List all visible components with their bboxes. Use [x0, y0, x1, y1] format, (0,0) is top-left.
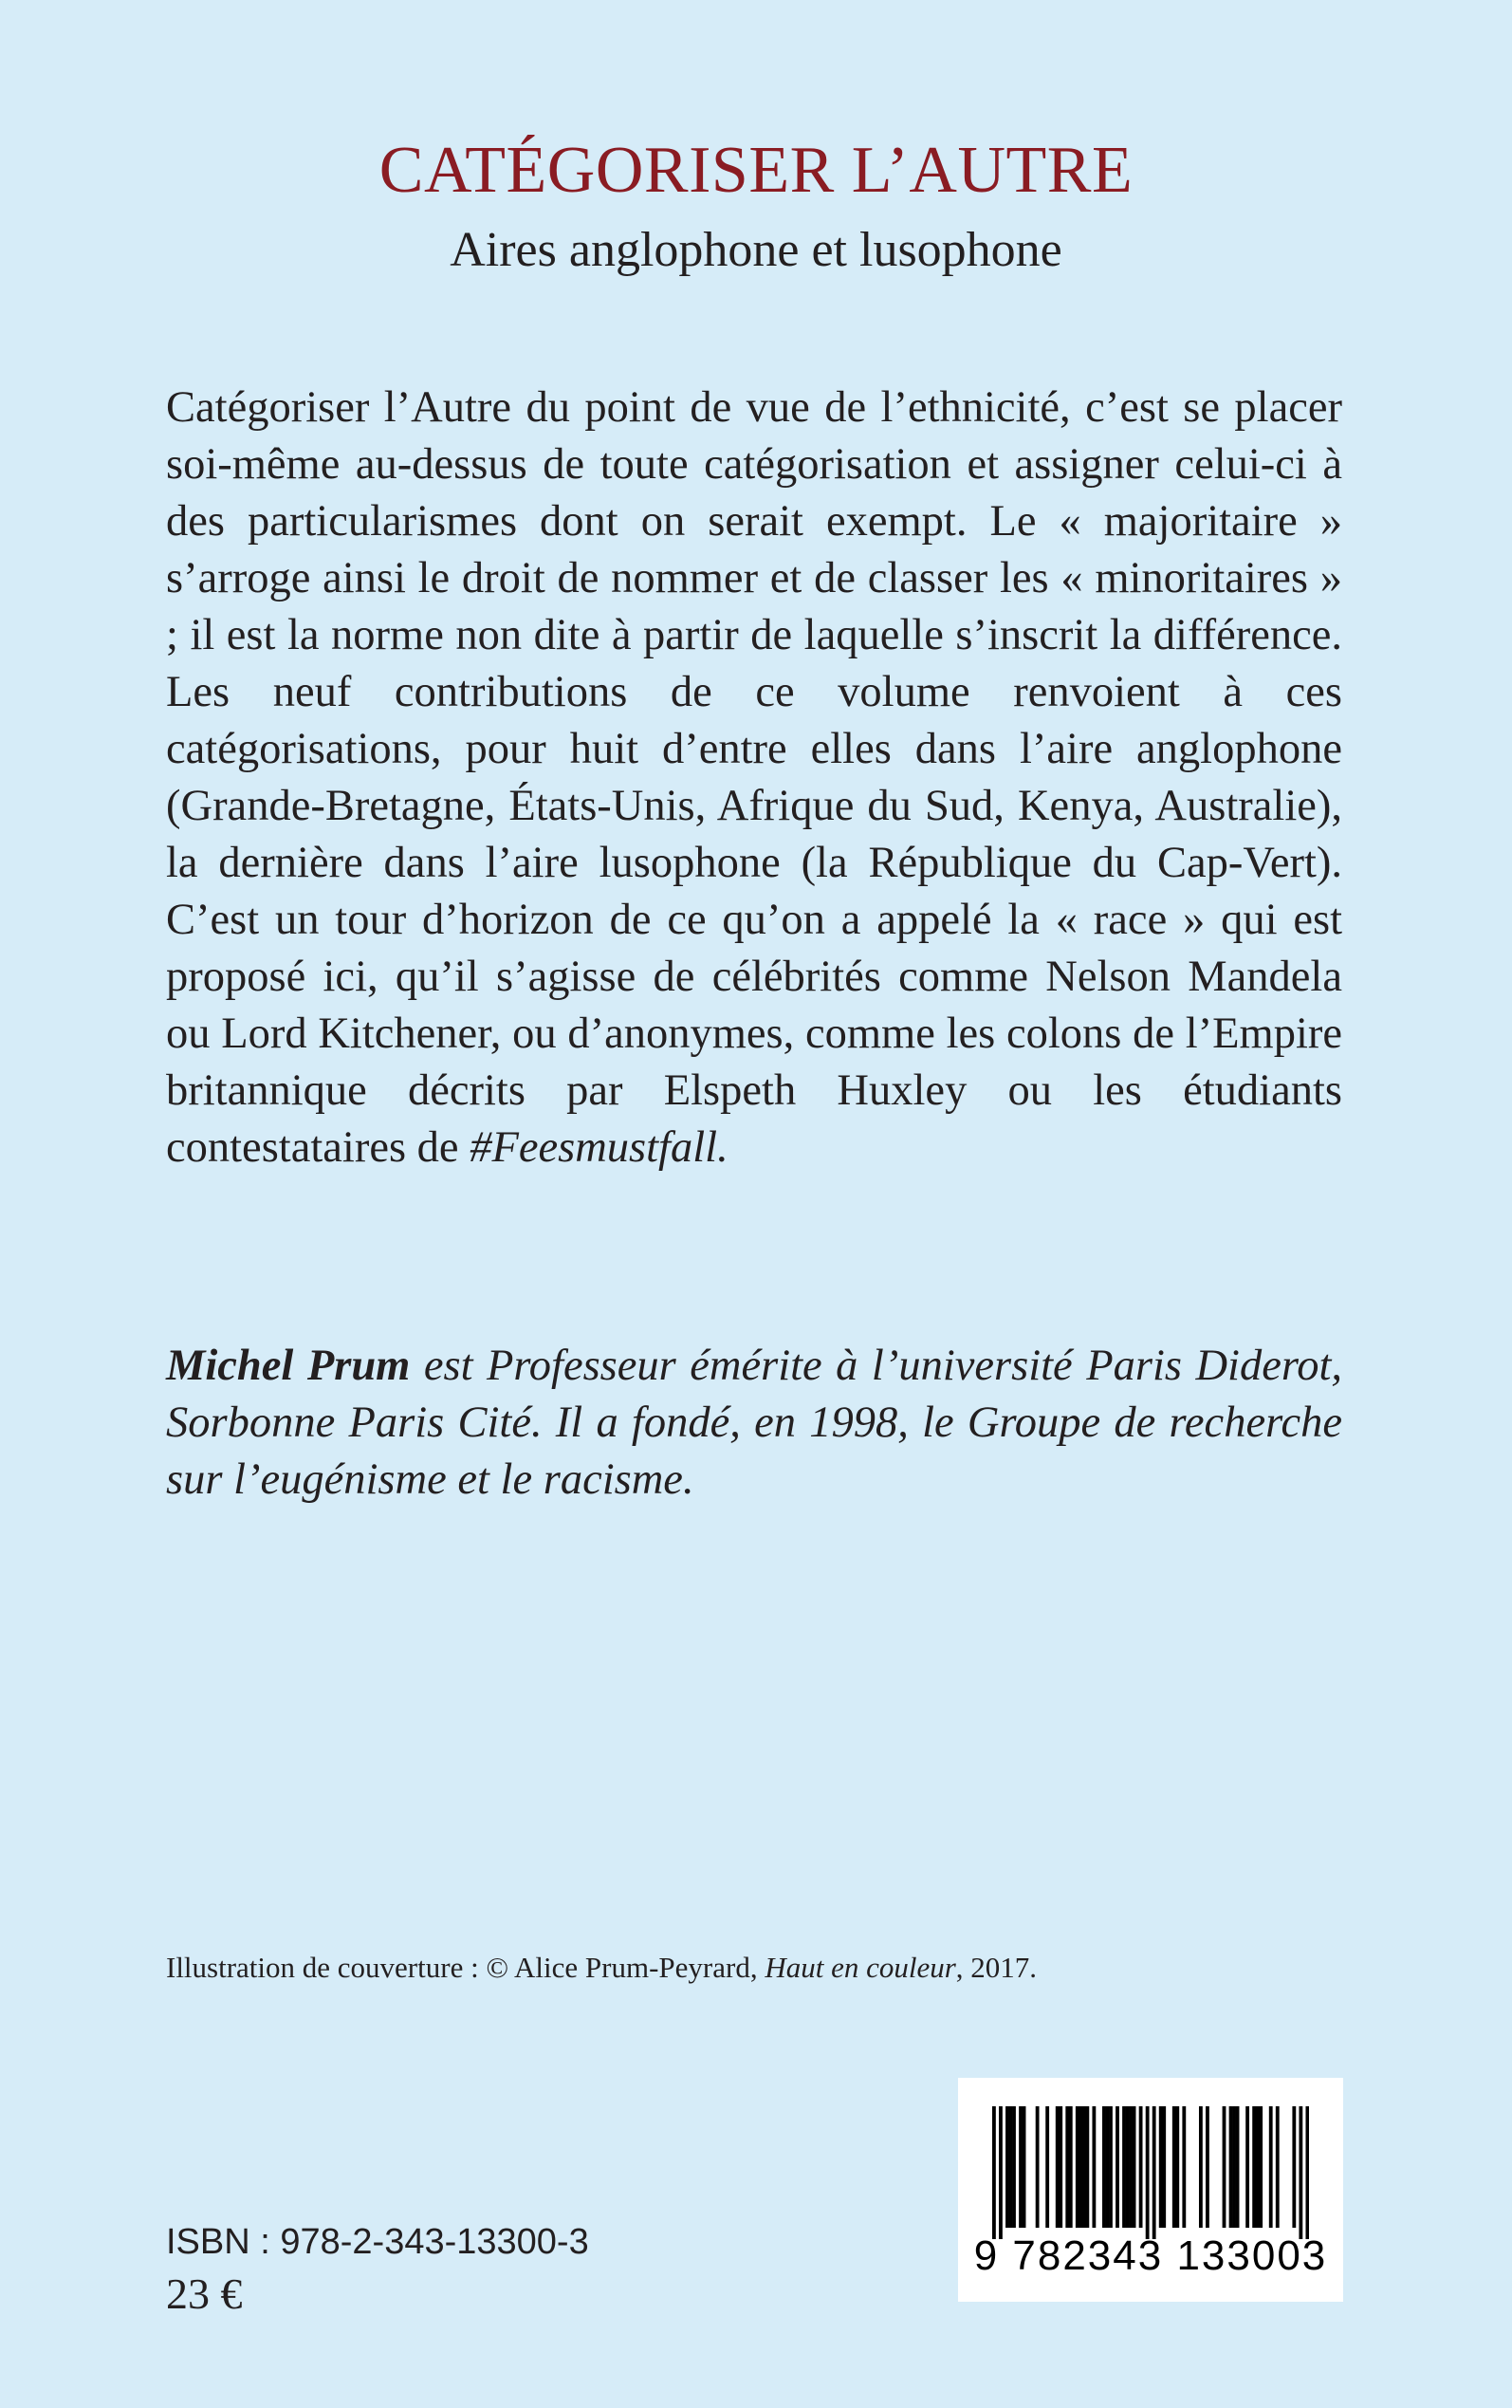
barcode-bar [1056, 2106, 1060, 2228]
author-bio [166, 1338, 1342, 1509]
barcode-bar [1159, 2106, 1163, 2228]
barcode-bar [1122, 2106, 1126, 2228]
barcode-bar [1256, 2106, 1260, 2228]
barcode-bar [1109, 2106, 1113, 2228]
barcode-bar [1012, 2106, 1016, 2228]
barcode-bar [1129, 2106, 1133, 2228]
barcode-bar [1162, 2106, 1166, 2228]
barcode-bar [1292, 2106, 1296, 2228]
barcode-bars [992, 2106, 1309, 2239]
barcode-bar [1079, 2106, 1082, 2228]
barcode-digits: 9 782343 133003 [973, 2232, 1328, 2279]
barcode-bar [1045, 2106, 1049, 2228]
barcode-bar [1106, 2106, 1110, 2228]
barcode-bar [1229, 2106, 1233, 2228]
barcode-bar [1146, 2106, 1150, 2239]
barcode-bar [1206, 2106, 1209, 2228]
author-bio-text: est Professeur émérite à l’université Paris Diderot, Sorbonne Paris Cité. Il a fondé, en 1998, le Groupe de recherche sur l’eugénisme et le racisme. [166, 1342, 1343, 1504]
credit-prefix: Illustration de couverture : © Alice Prum-Peyrard, [166, 1951, 765, 1984]
barcode-bar [1305, 2106, 1309, 2239]
credit-suffix: , 2017. [955, 1951, 1038, 1984]
barcode-bar [1199, 2106, 1203, 2228]
price: 23 € [166, 2269, 243, 2318]
barcode-bar [1019, 2106, 1023, 2228]
barcode-bar [1126, 2106, 1130, 2228]
barcode-bar [1252, 2106, 1256, 2228]
barcode-bar [1082, 2106, 1086, 2228]
barcode-bar [1133, 2106, 1136, 2228]
barcode-bar [1085, 2106, 1089, 2228]
barcode-bar [1005, 2106, 1009, 2228]
barcode-bar [1065, 2106, 1069, 2228]
barcode-bar [1139, 2106, 1143, 2228]
author-name: Michel Prum [166, 1342, 411, 1390]
barcode-bar [1182, 2106, 1186, 2228]
barcode-bar [999, 2106, 1003, 2239]
book-subtitle: Aires anglophone et lusophone [450, 223, 1062, 277]
barcode-bar [1175, 2106, 1179, 2228]
barcode-bar [1152, 2106, 1156, 2239]
barcode-bar [1069, 2106, 1073, 2228]
barcode-bar [1299, 2106, 1302, 2239]
barcode-bar [1076, 2106, 1079, 2228]
barcode-bar [1259, 2106, 1263, 2228]
barcode-bar [992, 2106, 996, 2239]
cover-illustration-credit [166, 1949, 1037, 1987]
barcode-bar [1236, 2106, 1240, 2228]
barcode-bar [1092, 2106, 1096, 2228]
blurb-hashtag: #Feesmustfall. [470, 1123, 728, 1172]
barcode-bar [1036, 2106, 1040, 2228]
barcode-bar [1269, 2106, 1273, 2228]
barcode-bar [1245, 2106, 1249, 2228]
blurb-paragraph [166, 380, 1342, 1176]
barcode-bar [1102, 2106, 1106, 2228]
barcode-bar [1172, 2106, 1176, 2228]
barcode-bar [1232, 2106, 1236, 2228]
barcode [958, 2078, 1343, 2302]
isbn: ISBN : 978-2-343-13300-3 [166, 2222, 589, 2262]
barcode-bar [1009, 2106, 1013, 2228]
book-title: CATÉGORISER L’AUTRE [378, 134, 1134, 207]
barcode-bar [1223, 2106, 1226, 2228]
blurb-text: Catégoriser l’Autre du point de vue de l’ethnicité, c’est se placer soi-même au-dessus de toute catégorisation et assigner celui-ci à des particularismes dont on serait exempt. Le « majoritaire » s’arroge ainsi le droit de nommer et de classer les « minoritaires » ; il est la norme non dite à partir de laquelle s’inscrit la différence. Les neuf contributions de ce volume renvoient à ces catégorisations, pour huit d’entre elles dans l’aire anglophone (Grande-Bretagne, États-Unis, Afrique du Sud, Kenya, Australie), la dernière dans l’aire lusophone (la République du Cap-Vert). C’est un tour d’horizon de ce qu’on a appelé la « race » qui est proposé ici, qu’il s’agisse de célébrités comme Nelson Mandela ou Lord Kitchener, ou d’anonymes, comme les colons de l’Empire britannique décrits par Elspeth Huxley ou les étudiants contestataires de [166, 383, 1342, 1172]
barcode-bar [1276, 2106, 1280, 2228]
barcode-bar [1116, 2106, 1119, 2228]
credit-work-title: Haut en couleur [765, 1951, 956, 1984]
barcode-bar [1023, 2106, 1026, 2228]
barcode-bar [1059, 2106, 1062, 2228]
